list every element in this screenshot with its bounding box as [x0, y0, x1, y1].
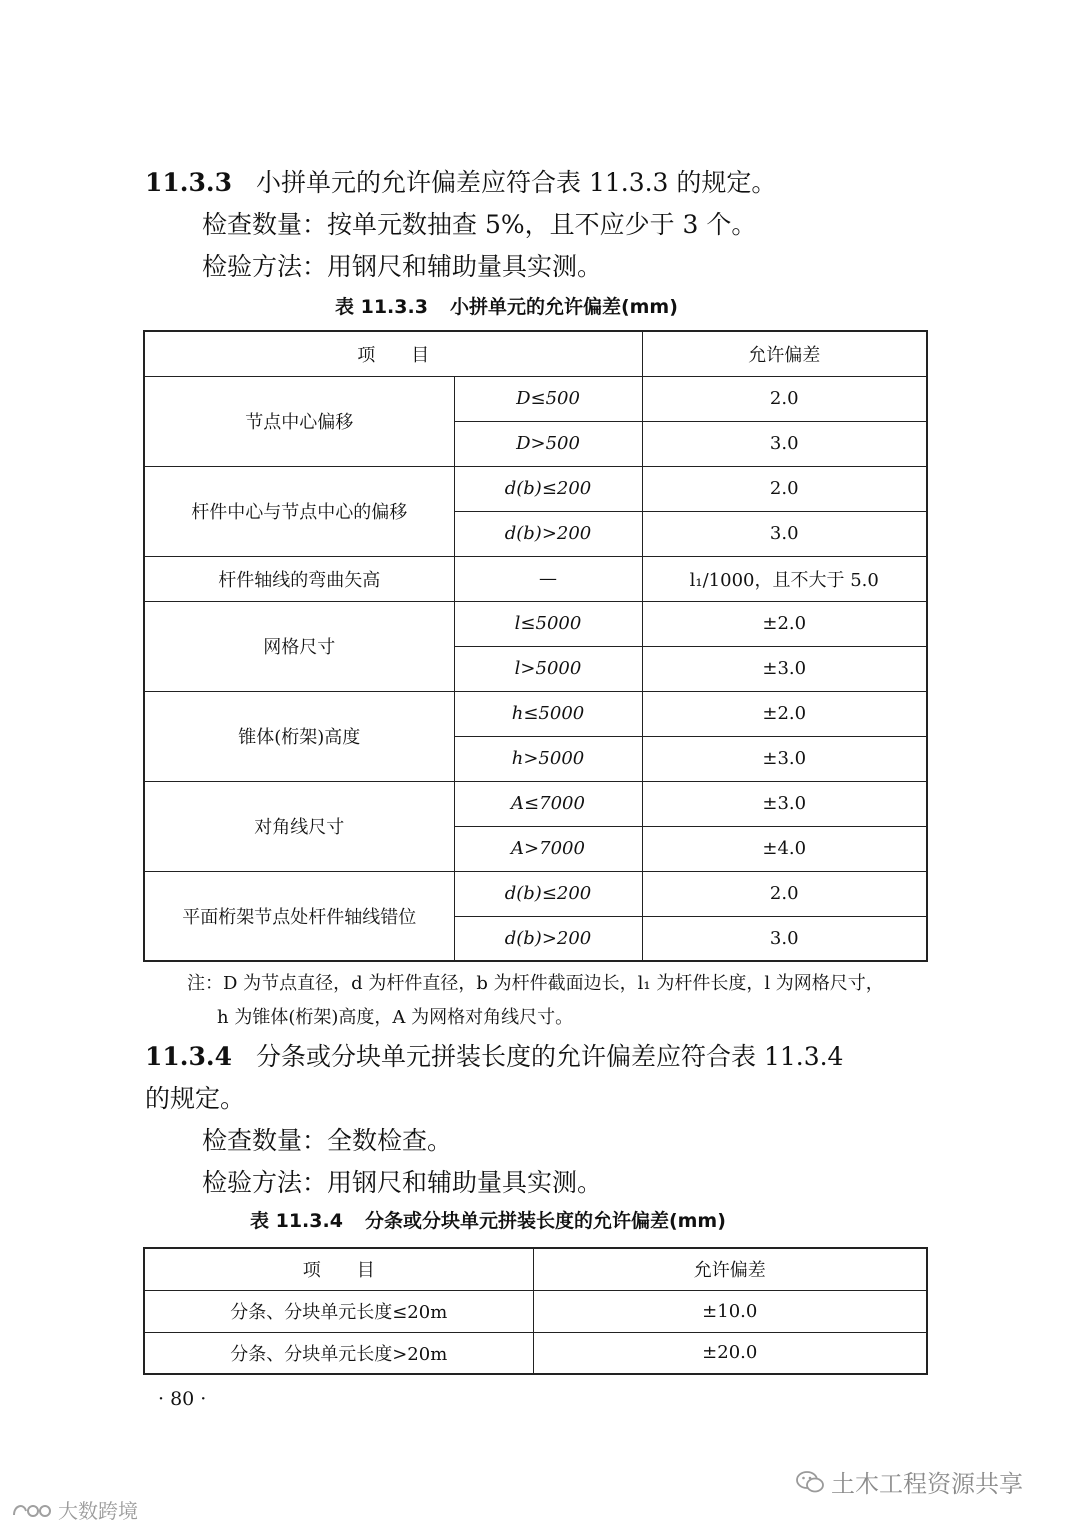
table-row — [144, 556, 927, 601]
table-caption — [250, 1208, 726, 1234]
row-condition: d(b)>200 — [454, 916, 642, 961]
table-note-line-1: 注：D 为节点直径，d 为杆件直径，b 为杆件截面边长，l₁ 为杆件长度，l 为网格尺寸， — [187, 973, 884, 994]
row-item: 对角线尺寸 — [144, 781, 454, 871]
tolerance-table-11-3-3 — [143, 330, 928, 962]
row-condition: h>5000 — [454, 736, 642, 781]
header-item: 项 目 — [144, 1248, 533, 1290]
table-header-row — [144, 331, 927, 376]
check-method-text: 检验方法：用钢尺和辅助量具实测。 — [202, 1168, 603, 1197]
row-tolerance: ±3.0 — [642, 736, 927, 781]
clause-number: 11.3.3 — [145, 168, 232, 197]
row-tolerance: ±3.0 — [642, 646, 927, 691]
table-row — [144, 1290, 927, 1332]
table-row — [144, 781, 927, 826]
table-row — [144, 376, 927, 421]
clause-11-3-3 — [145, 166, 776, 200]
row-tolerance: ±2.0 — [642, 691, 927, 736]
table-row — [144, 466, 927, 511]
row-condition: A>7000 — [454, 826, 642, 871]
row-tolerance: ±4.0 — [642, 826, 927, 871]
header-tolerance: 允许偏差 — [533, 1248, 927, 1290]
clause-11-3-4 — [145, 1040, 843, 1074]
watermark-brand-text: 大数跨境 — [58, 1499, 138, 1523]
check-quantity-text: 检查数量：全数检查。 — [202, 1126, 453, 1155]
clause-text-continued: 的规定。 — [145, 1084, 246, 1113]
row-item: 网格尺寸 — [144, 601, 454, 691]
row-item: 杆件轴线的弯曲矢高 — [144, 556, 454, 601]
row-condition: d(b)>200 — [454, 511, 642, 556]
row-tolerance: ±3.0 — [642, 781, 927, 826]
row-tolerance: 3.0 — [642, 511, 927, 556]
table-caption — [335, 294, 678, 320]
row-item: 节点中心偏移 — [144, 376, 454, 466]
row-condition: D≤500 — [454, 376, 642, 421]
row-condition: d(b)≤200 — [454, 871, 642, 916]
check-method-text: 检验方法：用钢尺和辅助量具实测。 — [202, 252, 603, 281]
clause-number: 11.3.4 — [145, 1042, 232, 1071]
table-caption-title: 小拼单元的允许偏差(mm) — [449, 296, 678, 318]
row-condition: d(b)≤200 — [454, 466, 642, 511]
row-condition: — — [454, 556, 642, 601]
table-row — [144, 601, 927, 646]
clause-text: 小拼单元的允许偏差应符合表 11.3.3 的规定。 — [256, 168, 777, 197]
row-condition: A≤7000 — [454, 781, 642, 826]
header-tolerance: 允许偏差 — [642, 331, 927, 376]
row-tolerance: 3.0 — [642, 421, 927, 466]
row-condition: D>500 — [454, 421, 642, 466]
table-row — [144, 871, 927, 916]
row-tolerance: 2.0 — [642, 871, 927, 916]
row-item: 锥体(桁架)高度 — [144, 691, 454, 781]
tolerance-table-11-3-4 — [143, 1247, 928, 1375]
row-tolerance: ±20.0 — [533, 1332, 927, 1374]
row-item: 杆件中心与节点中心的偏移 — [144, 466, 454, 556]
row-tolerance: 2.0 — [642, 466, 927, 511]
wechat-icon — [795, 1469, 825, 1495]
check-quantity-text: 检查数量：按单元数抽查 5%，且不应少于 3 个。 — [202, 210, 757, 239]
table-caption-title: 分条或分块单元拼装长度的允许偏差(mm) — [364, 1210, 726, 1232]
table-caption-number: 表 11.3.4 — [250, 1210, 343, 1232]
table-note-line-2: h 为锥体(桁架)高度，A 为网格对角线尺寸。 — [217, 1007, 574, 1028]
row-item: 分条、分块单元长度≤20m — [144, 1290, 533, 1332]
row-tolerance: 2.0 — [642, 376, 927, 421]
row-condition: h≤5000 — [454, 691, 642, 736]
clause-text: 分条或分块单元拼装长度的允许偏差应符合表 11.3.4 — [256, 1042, 844, 1071]
table-row — [144, 691, 927, 736]
table-header-row — [144, 1248, 927, 1290]
row-condition: l≤5000 — [454, 601, 642, 646]
row-item: 分条、分块单元长度>20m — [144, 1332, 533, 1374]
row-item: 平面桁架节点处杆件轴线错位 — [144, 871, 454, 961]
watermark-text: 土木工程资源共享 — [831, 1470, 1023, 1498]
table-row — [144, 1332, 927, 1374]
row-tolerance: ±10.0 — [533, 1290, 927, 1332]
table-caption-number: 表 11.3.3 — [335, 296, 428, 318]
watermark-wechat — [795, 1464, 1023, 1499]
header-item: 项 目 — [144, 331, 642, 376]
row-tolerance: ±2.0 — [642, 601, 927, 646]
row-condition: l>5000 — [454, 646, 642, 691]
row-tolerance: 3.0 — [642, 916, 927, 961]
brand-logo-icon — [10, 1499, 54, 1521]
page-number: · 80 · — [158, 1388, 207, 1410]
watermark-brand — [10, 1495, 138, 1524]
row-tolerance: l₁/1000，且不大于 5.0 — [642, 556, 927, 601]
